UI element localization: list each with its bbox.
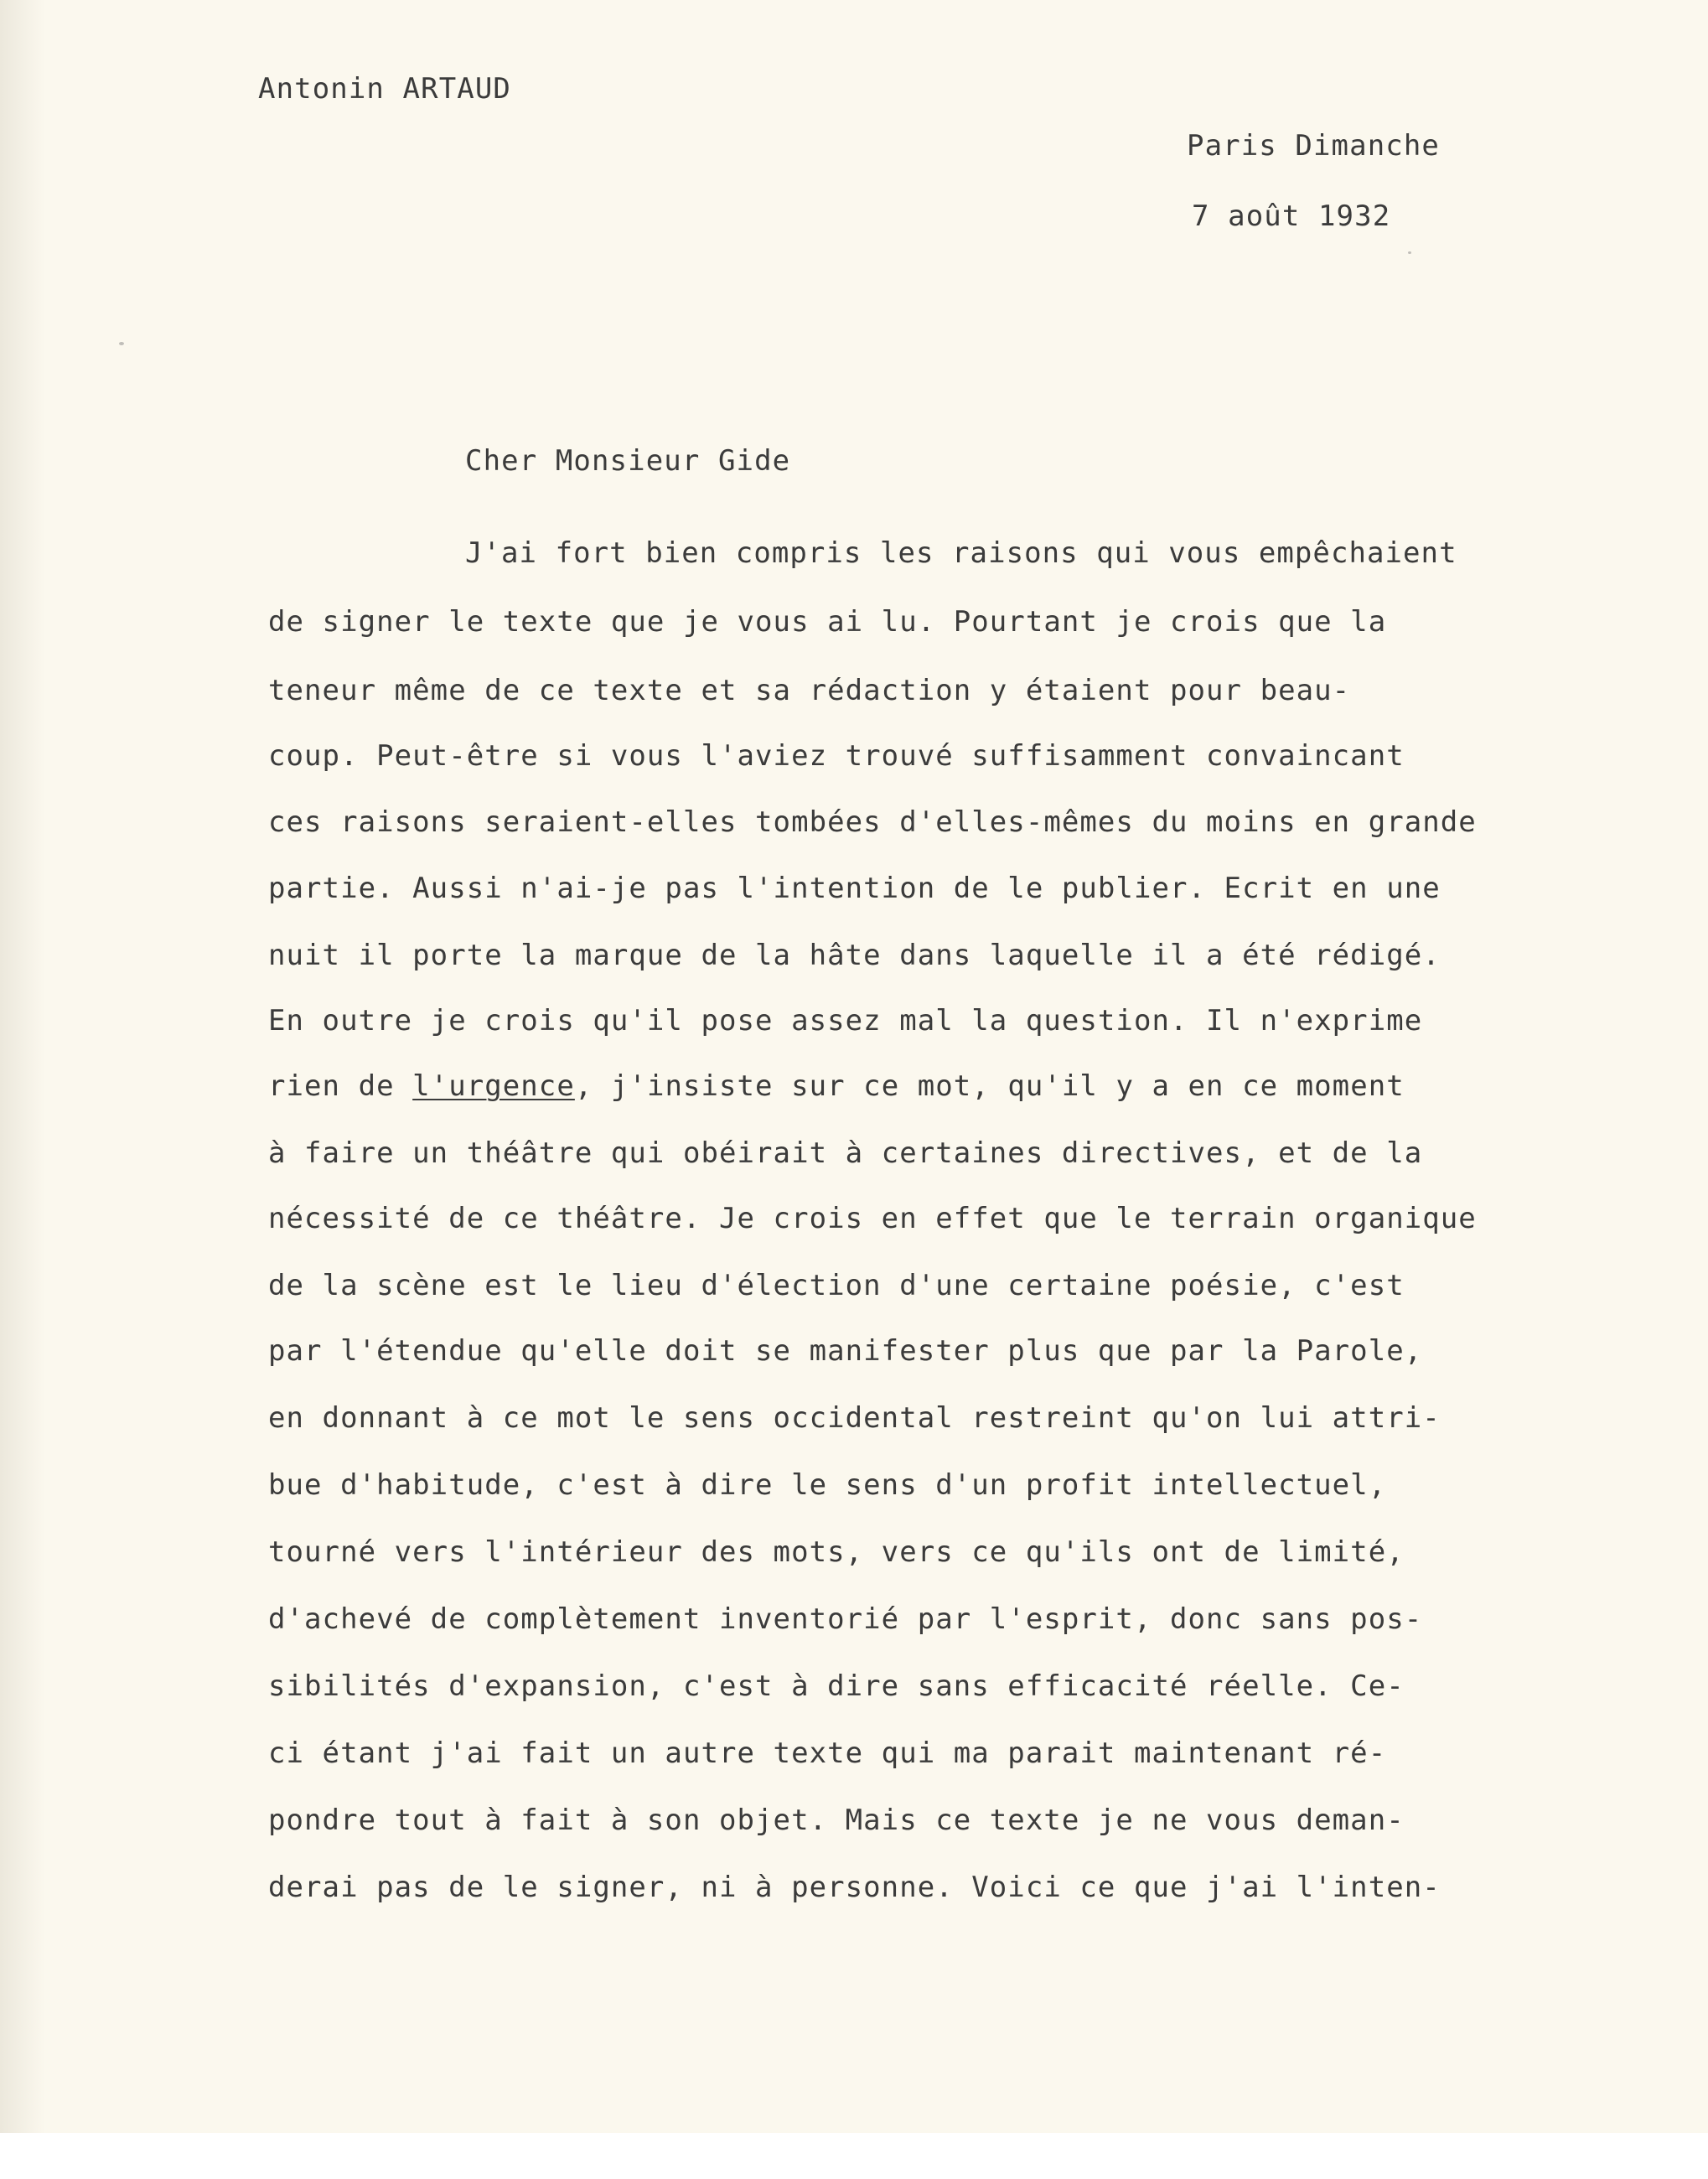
body-line <box>268 605 1386 639</box>
body-line <box>268 674 1350 707</box>
sender-name: Antonin ARTAUD <box>258 72 511 106</box>
body-line <box>268 1401 1441 1435</box>
body-line <box>268 939 1441 972</box>
body-line <box>268 872 1441 905</box>
body-line <box>268 1004 1422 1038</box>
body-line-text: nuit il porte la marque de la hâte dans laquelle il a été rédigé. <box>268 939 1441 972</box>
body-line-text: par l'étendue qu'elle doit se manifester plus que par la Parole, <box>268 1334 1423 1368</box>
body-line-text: de la scène est le lieu d'élection d'une certaine poésie, c'est <box>268 1269 1405 1302</box>
underlined-word: l'urgence <box>412 1069 575 1103</box>
body-line-text: en donnant à ce mot le sens occidental restreint qu'on lui attri- <box>268 1401 1441 1435</box>
letter-date: 7 août 1932 <box>1192 199 1391 233</box>
paper-speck <box>119 342 124 345</box>
body-line <box>268 739 1405 773</box>
body-line-text: ci étant j'ai fait un autre texte qui ma parait maintenant ré- <box>268 1736 1387 1770</box>
body-line <box>268 1669 1405 1703</box>
body-line-text: En outre je crois qu'il pose assez mal la question. Il n'exprime <box>268 1004 1423 1038</box>
body-line-text: ces raisons seraient-elles tombées d'elles-mêmes du moins en grande <box>268 805 1477 839</box>
body-line-text: derai pas de le signer, ni à personne. Voici ce que j'ai l'inten- <box>268 1871 1441 1904</box>
body-line-text: partie. Aussi n'ai-je pas l'intention de le publier. Ecrit en une <box>268 872 1441 905</box>
body-line <box>465 536 1457 570</box>
body-line-text: coup. Peut-être si vous l'aviez trouvé suffisamment convaincant <box>268 739 1405 773</box>
body-line-text: à faire un théâtre qui obéirait à certaines directives, et de la <box>268 1136 1423 1170</box>
paper-speck <box>1408 251 1411 254</box>
body-line-text: , j'insiste sur ce mot, qu'il y a en ce moment <box>574 1069 1405 1103</box>
body-line <box>268 1468 1386 1502</box>
scan-bottom-margin <box>0 2133 1708 2179</box>
body-line-text: sibilités d'expansion, c'est à dire sans efficacité réelle. Ce- <box>268 1669 1405 1703</box>
salutation: Cher Monsieur Gide <box>465 444 791 478</box>
body-line-text: pondre tout à fait à son objet. Mais ce texte je ne vous deman- <box>268 1804 1405 1837</box>
body-line <box>268 1269 1405 1302</box>
body-line-text: bue d'habitude, c'est à dire le sens d'un profit intellectuel, <box>268 1468 1387 1502</box>
body-line-text: teneur même de ce texte et sa rédaction y étaient pour beau- <box>268 674 1351 707</box>
body-line <box>268 1871 1441 1904</box>
body-line <box>268 1736 1386 1770</box>
body-line <box>268 1136 1422 1170</box>
faint-watermark-left <box>260 272 696 365</box>
letter-place: Paris Dimanche <box>1187 129 1440 163</box>
body-line <box>268 1334 1422 1368</box>
body-line <box>268 1535 1405 1569</box>
body-line-text: de signer le texte que je vous ai lu. Pourtant je crois que la <box>268 605 1387 639</box>
body-line <box>268 1804 1405 1837</box>
body-line-text: rien de <box>268 1069 413 1103</box>
body-line <box>268 1602 1422 1636</box>
body-line-text: J'ai fort bien compris les raisons qui vous empêchaient <box>465 536 1457 570</box>
body-line-text: nécessité de ce théâtre. Je crois en effet que le terrain organique <box>268 1202 1477 1235</box>
body-line <box>268 1202 1477 1235</box>
scan-edge-shadow <box>0 0 45 2179</box>
faint-watermark-right <box>863 272 1215 365</box>
body-line <box>268 1069 1405 1103</box>
body-line-text: d'achevé de complètement inventorié par l'esprit, donc sans pos- <box>268 1602 1423 1636</box>
body-line-text: tourné vers l'intérieur des mots, vers ce qu'ils ont de limité, <box>268 1535 1405 1569</box>
body-line <box>268 805 1477 839</box>
